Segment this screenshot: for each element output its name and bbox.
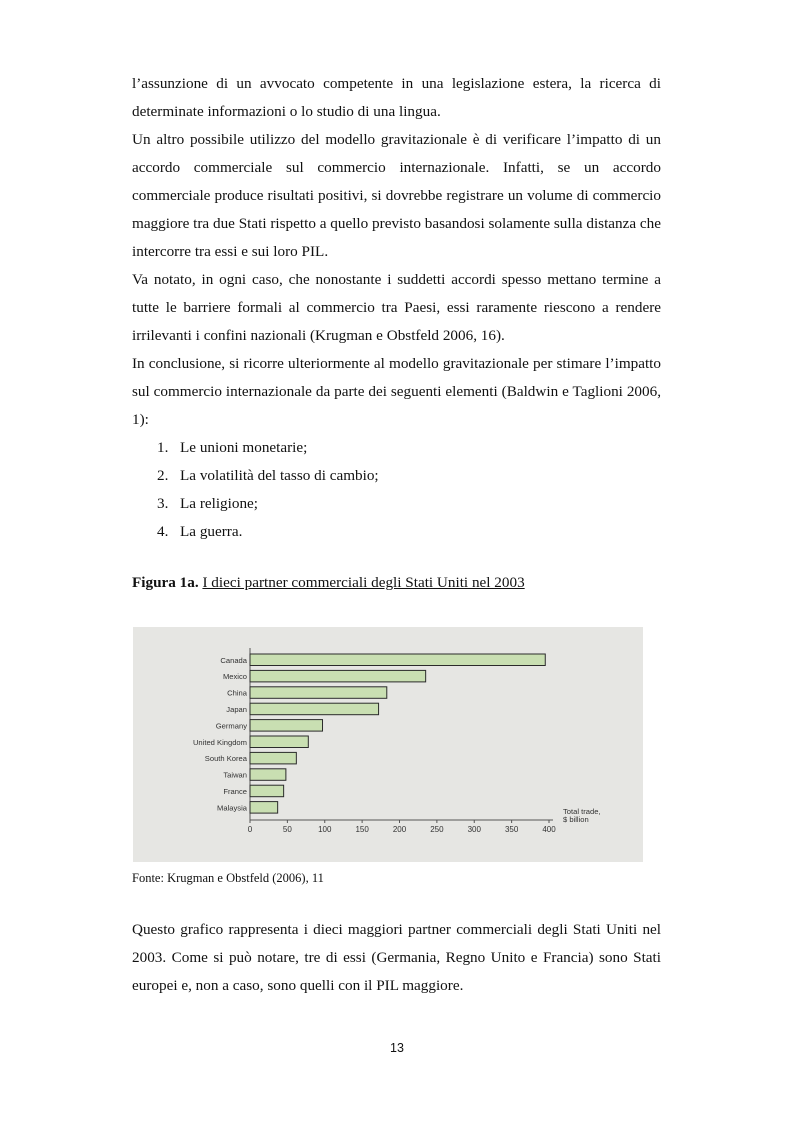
y-tick-label: United Kingdom: [192, 737, 247, 747]
x-tick-label: 50: [282, 825, 292, 834]
x-tick-label: 150: [355, 825, 369, 834]
y-tick-label: Japan: [226, 704, 247, 714]
x-axis-label: [563, 807, 601, 824]
bar: [250, 785, 284, 797]
x-axis-label-part: Total trade,: [563, 807, 601, 816]
list-item: [132, 462, 661, 490]
y-tick-label: China: [227, 688, 247, 698]
list-number: 4.: [157, 523, 169, 540]
x-tick-label: 250: [430, 825, 444, 834]
bar: [250, 736, 308, 748]
bar: [250, 802, 278, 814]
bar: [250, 720, 323, 732]
figure-title: I dieci partner commerciali degli Stati Uniti nel 2003: [202, 574, 525, 591]
list-item: [132, 490, 661, 518]
x-tick-label: 0: [247, 825, 253, 834]
figure-caption: [132, 569, 661, 597]
bar: [250, 670, 426, 682]
y-tick-label: France: [223, 786, 247, 796]
y-tick-label: Malaysia: [217, 803, 247, 813]
figure-label: Figura 1a.: [132, 574, 199, 591]
y-tick-label: South Korea: [204, 754, 247, 764]
x-tick-label: 200: [392, 825, 407, 834]
bar: [250, 654, 545, 666]
y-tick-label: Germany: [215, 721, 247, 731]
list-text: La volatilità del tasso di cambio;: [180, 467, 379, 484]
bar: [250, 687, 387, 699]
after-figure-text: [132, 916, 661, 1000]
x-tick-label: 100: [318, 825, 332, 834]
list-text: La religione;: [180, 495, 259, 512]
bar: [250, 769, 286, 781]
x-axis-label-part: $ billion: [563, 815, 589, 824]
y-tick-label: Canada: [220, 655, 247, 665]
numbered-list: [132, 434, 661, 546]
page-body: [132, 70, 661, 597]
bar-chart: [133, 627, 643, 862]
paragraph: l’assunzione di un avvocato competente in una legislazione estera, la ricerca di determinate informazioni o lo studio di una lingua.: [132, 75, 661, 120]
paragraph: Un altro possibile utilizzo del modello gravitazionale è di verificare l’impatto di un accordo commerciale sul commercio internazionale. Infatti, se un accordo commerciale produce risultati positivi, si dovrebbe registrare un volume di commercio maggiore tra due Stati rispetto a quello previsto basandosi solamente sulla distanza che intercorre tra essi e sui loro PIL.: [132, 131, 661, 260]
list-item: [132, 518, 661, 546]
list-text: Le unioni monetarie;: [180, 439, 308, 456]
bar: [250, 752, 296, 764]
bar: [250, 703, 379, 715]
x-tick-label: 300: [467, 825, 481, 834]
list-number: 3.: [157, 495, 169, 512]
y-tick-label: Taiwan: [223, 770, 247, 780]
list-text: La guerra.: [180, 523, 243, 540]
paragraph: Questo grafico rappresenta i dieci maggiori partner commerciali degli Stati Uniti nel 2003. Come si può notare, tre di essi (Germania, Regno Unito e Francia) sono Stati europei e, non a caso, sono quelli con il PIL maggiore.: [132, 921, 661, 994]
y-tick-label: Mexico: [222, 672, 247, 682]
figure-source: Fonte: Krugman e Obstfeld (2006), 11: [132, 871, 324, 885]
list-item: [132, 434, 661, 462]
x-tick-label: 350: [504, 825, 519, 834]
list-number: 2.: [157, 467, 169, 484]
chart-image: [133, 627, 643, 862]
page-number: 13: [390, 1041, 404, 1055]
paragraph: Va notato, in ogni caso, che nonostante i suddetti accordi spesso mettano termine a tutte le barriere formali al commercio tra Paesi, essi raramente riescono a rendere irrilevanti i confini nazionali (Krugman e Obstfeld 2006, 16).: [132, 271, 661, 344]
paragraph: In conclusione, si ricorre ulteriormente al modello gravitazionale per stimare l’impatto sul commercio internazionale da parte dei seguenti elementi (Baldwin e Taglioni 2006, 1):: [132, 355, 661, 428]
x-tick-label: 400: [542, 825, 556, 834]
list-number: 1.: [157, 439, 169, 456]
